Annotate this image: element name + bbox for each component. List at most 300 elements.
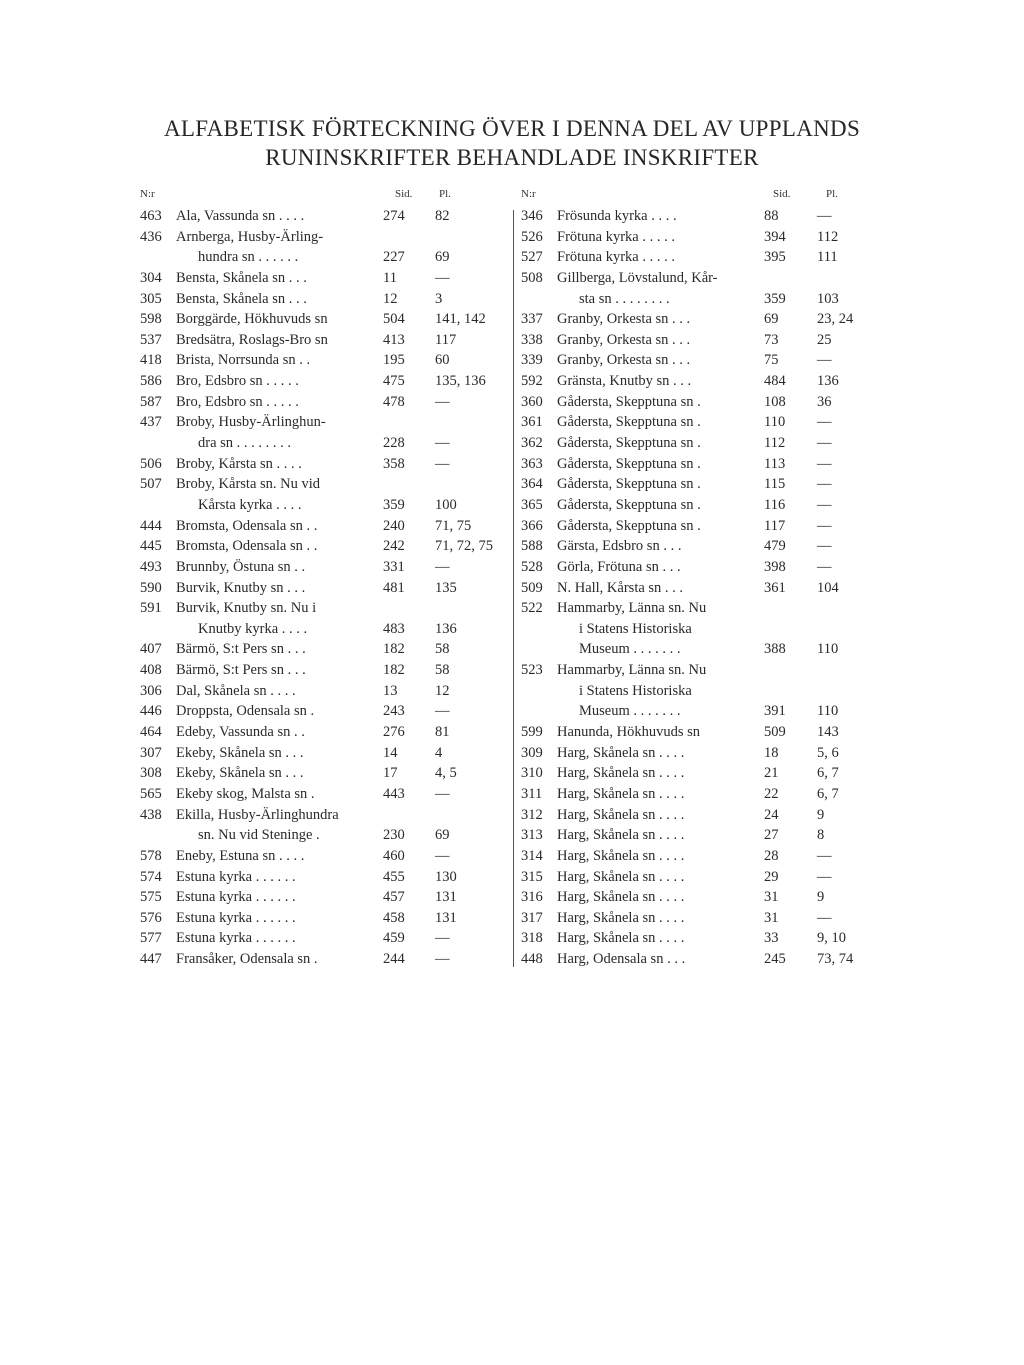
entry-place-name: Frötuna kyrka . . . . . [557, 249, 675, 266]
entry-page: 33 [764, 930, 779, 947]
entry-plate: — [435, 435, 450, 452]
entry-place-name: Harg, Skånela sn . . . . [557, 806, 685, 823]
index-entry [140, 557, 510, 578]
entry-place-name: Estuna kyrka . . . . . . [176, 889, 296, 906]
index-entry [521, 660, 871, 681]
index-entry [521, 805, 871, 826]
entry-page: 27 [764, 827, 779, 844]
entry-place-name: Harg, Skånela sn . . . . [557, 930, 685, 947]
entry-number: 575 [140, 889, 162, 906]
entry-place-name: Bro, Edsbro sn . . . . . [176, 373, 299, 390]
index-entry [521, 743, 871, 764]
entry-plate: 6, 7 [817, 765, 839, 782]
entry-number: 586 [140, 373, 162, 390]
entry-place-name: Granby, Orkesta sn . . . [557, 331, 691, 348]
entry-number: 339 [521, 352, 543, 369]
entry-number: 509 [521, 579, 543, 596]
entry-place-name: Bensta, Skånela sn . . . [176, 269, 307, 286]
index-entry [140, 619, 510, 640]
entry-page: 108 [764, 393, 786, 410]
entry-number: 506 [140, 455, 162, 472]
entry-place-name: Bro, Edsbro sn . . . . . [176, 393, 299, 410]
index-entry [521, 536, 871, 557]
entry-number: 318 [521, 930, 543, 947]
entry-number: 309 [521, 744, 543, 761]
entry-place-name: Bensta, Skånela sn . . . [176, 290, 307, 307]
entry-page: 475 [383, 373, 405, 390]
index-entry [140, 247, 510, 268]
entry-place-name: Hanunda, Hökhuvuds sn [557, 724, 700, 741]
entry-plate: 135, 136 [435, 373, 486, 390]
entry-number: 507 [140, 476, 162, 493]
entry-place-name: Bärmö, S:t Pers sn . . . [176, 662, 306, 679]
entry-plate: 9 [817, 806, 825, 823]
entry-page: 398 [764, 558, 786, 575]
entry-place-name: Dal, Skånela sn . . . . [176, 682, 296, 699]
entry-plate: 3 [435, 290, 443, 307]
entry-page: 240 [383, 517, 405, 534]
entry-plate: 73, 74 [817, 951, 854, 968]
entry-page: 504 [383, 311, 405, 328]
entry-number: 306 [140, 682, 162, 699]
entry-number: 407 [140, 641, 162, 658]
entry-place-name: i Statens Historiska [579, 682, 692, 699]
index-entry [521, 908, 871, 929]
entry-page: 244 [383, 951, 405, 968]
entry-number: 312 [521, 806, 543, 823]
entry-page: 358 [383, 455, 405, 472]
entry-place-name: Droppsta, Odensala sn . [176, 703, 315, 720]
entry-place-name: Broby, Husby-Ärlinghun- [176, 414, 326, 431]
index-entry [521, 433, 871, 454]
entry-number: 577 [140, 930, 162, 947]
entry-place-name: Harg, Skånela sn . . . . [557, 785, 685, 802]
entry-number: 307 [140, 744, 162, 761]
index-entry [521, 825, 871, 846]
entry-page: 455 [383, 868, 405, 885]
index-entry [140, 474, 510, 495]
entry-page: 276 [383, 724, 405, 741]
entry-plate: 36 [817, 393, 832, 410]
entry-place-name: Estuna kyrka . . . . . . [176, 868, 296, 885]
entry-plate: 103 [817, 290, 839, 307]
entry-number: 574 [140, 868, 162, 885]
entry-page: 31 [764, 909, 779, 926]
entry-page: 13 [383, 682, 398, 699]
index-entry [140, 825, 510, 846]
entry-page: 24 [764, 806, 779, 823]
entry-place-name: Eneby, Estuna sn . . . . [176, 847, 305, 864]
entry-place-name: Ekeby, Skånela sn . . . [176, 765, 304, 782]
entry-plate: 5, 6 [817, 744, 839, 761]
entry-place-name: Gådersta, Skepptuna sn . [557, 517, 701, 534]
index-entry [521, 928, 871, 949]
entry-page: 113 [764, 455, 786, 472]
entry-plate: — [435, 847, 450, 864]
entry-page: 17 [383, 765, 398, 782]
entry-plate: — [817, 558, 832, 575]
entry-plate: 111 [817, 249, 838, 266]
entry-page: 443 [383, 785, 405, 802]
entry-number: 578 [140, 847, 162, 864]
entry-place-name: Granby, Orkesta sn . . . [557, 311, 691, 328]
entry-number: 444 [140, 517, 162, 534]
entry-page: 18 [764, 744, 779, 761]
entry-number: 527 [521, 249, 543, 266]
entry-number: 590 [140, 579, 162, 596]
index-entry [140, 516, 510, 537]
entry-page: 69 [764, 311, 779, 328]
entry-number: 463 [140, 208, 162, 224]
entry-page: 12 [383, 290, 398, 307]
entry-plate: — [435, 785, 450, 802]
entry-number: 508 [521, 269, 543, 286]
entry-plate: 131 [435, 889, 457, 906]
index-entry [140, 887, 510, 908]
index-entry [140, 268, 510, 289]
nr-header: N:r [140, 188, 155, 200]
index-entry [521, 474, 871, 495]
index-entry [140, 433, 510, 454]
entry-plate: 100 [435, 496, 457, 513]
entry-page: 479 [764, 538, 786, 555]
index-entry [521, 371, 871, 392]
entry-number: 599 [521, 724, 543, 741]
entry-page: 14 [383, 744, 398, 761]
entry-place-name: Kårsta kyrka . . . . [198, 496, 302, 513]
entry-place-name: Gådersta, Skepptuna sn . [557, 455, 701, 472]
entry-number: 418 [140, 352, 162, 369]
entry-number: 592 [521, 373, 543, 390]
entry-place-name: Broby, Kårsta sn . . . . [176, 455, 302, 472]
index-entry [140, 206, 510, 227]
entry-place-name: Harg, Skånela sn . . . . [557, 827, 685, 844]
entry-plate: — [435, 455, 450, 472]
index-entry [521, 227, 871, 248]
entry-place-name: Brunnby, Östuna sn . . [176, 558, 306, 575]
entry-place-name: Museum . . . . . . . [579, 703, 681, 720]
index-entry [521, 846, 871, 867]
entry-plate: — [817, 538, 832, 555]
index-entry [140, 949, 510, 970]
index-entry [521, 701, 871, 722]
entry-plate: 12 [435, 682, 450, 699]
entry-plate: 9 [817, 889, 825, 906]
left-index-list [140, 206, 510, 970]
entry-plate: 69 [435, 249, 450, 266]
index-entry [521, 578, 871, 599]
entry-plate: 104 [817, 579, 839, 596]
entry-number: 522 [521, 600, 543, 617]
entry-plate: 6, 7 [817, 785, 839, 802]
entry-place-name: Ekilla, Husby-Ärlinghundra [176, 806, 339, 823]
entry-place-name: dra sn . . . . . . . . [198, 435, 292, 452]
entry-page: 182 [383, 641, 405, 658]
entry-place-name: Frösunda kyrka . . . . [557, 208, 677, 224]
entry-plate: 117 [435, 331, 457, 348]
index-entry [140, 536, 510, 557]
index-entry [521, 619, 871, 640]
column-divider [513, 210, 514, 967]
entry-plate: 4, 5 [435, 765, 457, 782]
index-entry [521, 887, 871, 908]
index-entry [140, 330, 510, 351]
entry-number: 523 [521, 662, 543, 679]
entry-page: 115 [764, 476, 786, 493]
entry-plate: 136 [817, 373, 839, 390]
entry-number: 365 [521, 496, 543, 513]
entry-plate: 82 [435, 208, 450, 224]
index-entry [140, 350, 510, 371]
entry-number: 447 [140, 951, 162, 968]
entry-number: 366 [521, 517, 543, 534]
entry-plate: 135 [435, 579, 457, 596]
entry-page: 245 [764, 951, 786, 968]
entry-place-name: Harg, Skånela sn . . . . [557, 909, 685, 926]
entry-number: 363 [521, 455, 543, 472]
index-entry [140, 392, 510, 413]
entry-number: 364 [521, 476, 543, 493]
entry-page: 274 [383, 208, 405, 224]
entry-number: 528 [521, 558, 543, 575]
entry-page: 359 [383, 496, 405, 513]
entry-place-name: Bärmö, S:t Pers sn . . . [176, 641, 306, 658]
entry-place-name: Museum . . . . . . . [579, 641, 681, 658]
entry-plate: 25 [817, 331, 832, 348]
index-entry [521, 557, 871, 578]
entry-page: 242 [383, 538, 405, 555]
index-entry [521, 722, 871, 743]
entry-plate: — [817, 476, 832, 493]
entry-place-name: Gränsta, Knutby sn . . . [557, 373, 692, 390]
index-entry [140, 846, 510, 867]
index-entry [521, 412, 871, 433]
index-entry [521, 309, 871, 330]
index-entry [521, 350, 871, 371]
entry-page: 459 [383, 930, 405, 947]
entry-number: 438 [140, 806, 162, 823]
index-entry [521, 495, 871, 516]
entry-place-name: Ekeby skog, Malsta sn . [176, 785, 315, 802]
entry-plate: 71, 72, 75 [435, 538, 493, 555]
entry-plate: — [435, 703, 450, 720]
entry-place-name: N. Hall, Kårsta sn . . . [557, 579, 684, 596]
entry-place-name: i Statens Historiska [579, 620, 692, 637]
entry-page: 478 [383, 393, 405, 410]
entry-number: 464 [140, 724, 162, 741]
entry-page: 22 [764, 785, 779, 802]
entry-place-name: Harg, Skånela sn . . . . [557, 868, 685, 885]
entry-place-name: Harg, Odensala sn . . . [557, 951, 686, 968]
entry-plate: 60 [435, 352, 450, 369]
sid-header: Sid. [773, 188, 791, 200]
entry-page: 112 [764, 435, 786, 452]
right-column-header [521, 188, 871, 206]
entry-place-name: Burvik, Knutby sn . . . [176, 579, 306, 596]
index-entry [140, 681, 510, 702]
entry-place-name: Brista, Norrsunda sn . . [176, 352, 311, 369]
entry-plate: — [817, 496, 832, 513]
entry-page: 195 [383, 352, 405, 369]
index-entry [140, 928, 510, 949]
index-entry [521, 949, 871, 970]
entry-number: 361 [521, 414, 543, 431]
entry-place-name: Estuna kyrka . . . . . . [176, 930, 296, 947]
entry-place-name: Frötuna kyrka . . . . . [557, 228, 675, 245]
entry-place-name: Bredsätra, Roslags-Bro sn [176, 331, 328, 348]
entry-plate: 112 [817, 228, 839, 245]
entry-number: 408 [140, 662, 162, 679]
entry-place-name: Hammarby, Länna sn. Nu [557, 600, 707, 617]
entry-plate: — [817, 868, 832, 885]
entry-page: 483 [383, 620, 405, 637]
entry-place-name: Harg, Skånela sn . . . . [557, 889, 685, 906]
entry-number: 526 [521, 228, 543, 245]
index-entry [140, 371, 510, 392]
entry-page: 227 [383, 249, 405, 266]
entry-place-name: Harg, Skånela sn . . . . [557, 744, 685, 761]
index-entry [140, 639, 510, 660]
entry-plate: 69 [435, 827, 450, 844]
entry-place-name: Görla, Frötuna sn . . . [557, 558, 681, 575]
entry-page: 391 [764, 703, 786, 720]
entry-plate: — [435, 393, 450, 410]
entry-number: 588 [521, 538, 543, 555]
entry-place-name: Harg, Skånela sn . . . . [557, 847, 685, 864]
title-line-1: ALFABETISK FÖRTECKNING ÖVER I DENNA DEL AV UPPLANDS [163, 116, 861, 141]
entry-page: 11 [383, 269, 397, 286]
entry-plate: — [817, 352, 832, 369]
entry-number: 338 [521, 331, 543, 348]
entry-number: 537 [140, 331, 162, 348]
entry-place-name: Gådersta, Skepptuna sn . [557, 414, 701, 431]
index-entry [521, 867, 871, 888]
title-line-2: RUNINSKRIFTER BEHANDLADE INSKRIFTER [265, 145, 759, 170]
entry-page: 75 [764, 352, 779, 369]
entry-plate: 130 [435, 868, 457, 885]
entry-plate: 136 [435, 620, 457, 637]
entry-place-name: Borggärde, Hökhuvuds sn [176, 311, 328, 328]
entry-number: 446 [140, 703, 162, 720]
entry-page: 29 [764, 868, 779, 885]
entry-page: 21 [764, 765, 779, 782]
index-entry [521, 206, 871, 227]
right-column [521, 188, 871, 970]
entry-number: 313 [521, 827, 543, 844]
index-entry [140, 454, 510, 475]
entry-plate: 131 [435, 909, 457, 926]
entry-plate: 141, 142 [435, 311, 486, 328]
entry-plate: — [435, 951, 450, 968]
entry-number: 591 [140, 600, 162, 617]
entry-plate: 23, 24 [817, 311, 854, 328]
entry-place-name: sn. Nu vid Steninge . [198, 827, 320, 844]
entry-plate: 81 [435, 724, 450, 741]
index-entry [521, 392, 871, 413]
entry-page: 509 [764, 724, 786, 741]
entry-number: 493 [140, 558, 162, 575]
entry-number: 310 [521, 765, 543, 782]
entry-place-name: Fransåker, Odensala sn . [176, 951, 318, 968]
entry-plate: 8 [817, 827, 825, 844]
entry-page: 394 [764, 228, 786, 245]
entry-place-name: Arnberga, Husby-Ärling- [176, 228, 324, 245]
index-entry [140, 805, 510, 826]
entry-page: 458 [383, 909, 405, 926]
entry-number: 315 [521, 868, 543, 885]
entry-page: 88 [764, 208, 779, 224]
index-entry [521, 247, 871, 268]
entry-page: 117 [764, 517, 786, 534]
entry-page: 331 [383, 558, 405, 575]
entry-place-name: sta sn . . . . . . . . [579, 290, 670, 307]
entry-place-name: Edeby, Vassunda sn . . [176, 724, 305, 741]
entry-place-name: Bromsta, Odensala sn . . [176, 517, 318, 534]
entry-plate: — [817, 414, 832, 431]
entry-place-name: Hammarby, Länna sn. Nu [557, 662, 707, 679]
entry-place-name: Broby, Kårsta sn. Nu vid [176, 476, 321, 493]
entry-number: 337 [521, 311, 543, 328]
left-column [140, 188, 510, 970]
index-entry [140, 722, 510, 743]
index-entry [140, 289, 510, 310]
entry-place-name: Ekeby, Skånela sn . . . [176, 744, 304, 761]
entry-page: 243 [383, 703, 405, 720]
index-entry [140, 701, 510, 722]
index-entry [521, 516, 871, 537]
entry-plate: — [817, 847, 832, 864]
entry-number: 445 [140, 538, 162, 555]
entry-place-name: Knutby kyrka . . . . [198, 620, 308, 637]
entry-plate: — [435, 558, 450, 575]
index-entry [140, 784, 510, 805]
entry-page: 457 [383, 889, 405, 906]
entry-place-name: hundra sn . . . . . . [198, 249, 299, 266]
index-entry [521, 289, 871, 310]
entry-plate: 143 [817, 724, 839, 741]
entry-number: 304 [140, 269, 162, 286]
entry-plate: — [817, 517, 832, 534]
entry-page: 230 [383, 827, 405, 844]
entry-number: 587 [140, 393, 162, 410]
index-entry [140, 495, 510, 516]
entry-place-name: Gådersta, Skepptuna sn . [557, 435, 701, 452]
index-entry [140, 743, 510, 764]
entry-place-name: Harg, Skånela sn . . . . [557, 765, 685, 782]
entry-page: 484 [764, 373, 786, 390]
entry-number: 305 [140, 290, 162, 307]
entry-page: 116 [764, 496, 786, 513]
entry-plate: 58 [435, 662, 450, 679]
entry-page: 31 [764, 889, 779, 906]
entry-place-name: Gärsta, Edsbro sn . . . [557, 538, 682, 555]
entry-number: 316 [521, 889, 543, 906]
entry-number: 576 [140, 909, 162, 926]
index-entry [521, 454, 871, 475]
index-entry [140, 309, 510, 330]
index-entry [140, 412, 510, 433]
index-entry [521, 330, 871, 351]
entry-place-name: Granby, Orkesta sn . . . [557, 352, 691, 369]
entry-page: 413 [383, 331, 405, 348]
entry-page: 110 [764, 414, 786, 431]
entry-plate: 9, 10 [817, 930, 846, 947]
entry-plate: — [435, 930, 450, 947]
entry-number: 314 [521, 847, 543, 864]
entry-plate: — [817, 435, 832, 452]
entry-page: 73 [764, 331, 779, 348]
entry-place-name: Bromsta, Odensala sn . . [176, 538, 318, 555]
